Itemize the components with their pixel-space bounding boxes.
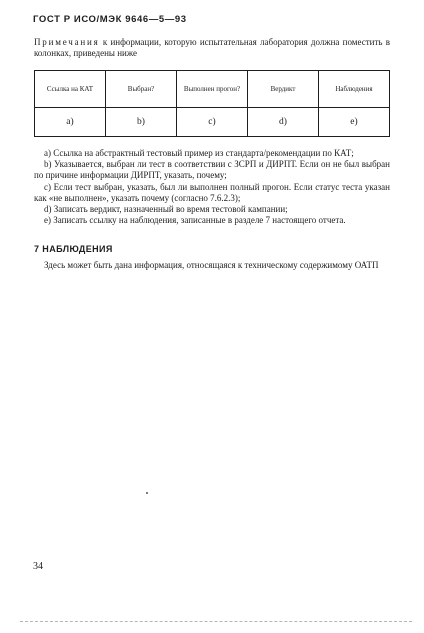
explanation-item: d) Записать вердикт, назначенный во время тестовой кампании;: [44, 204, 288, 215]
scan-speck: [146, 492, 148, 494]
column-header-kat-reference: Ссылка на КАТ: [35, 71, 106, 108]
table-cell: b): [106, 108, 177, 137]
note-lead: Примечания: [34, 37, 100, 47]
table-header-row: [35, 71, 390, 108]
table-row: [35, 108, 390, 137]
column-header-observations: Наблюдения: [319, 71, 390, 108]
note-text: к информации, которую испытательная лаборатория должна поместить в колонках, приведены ниже: [34, 37, 390, 58]
column-header-executed: Выполнен прогон?: [177, 71, 248, 108]
table-cell: c): [177, 108, 248, 137]
scan-edge-line: [20, 621, 412, 622]
explanation-item: а) Ссылка на абстрактный тестовый пример из стандарта/рекомендации по КАТ;: [44, 148, 354, 158]
explanation-item: е) Записать ссылку на наблюдения, записанные в разделе 7 настоящего отчета.: [44, 215, 346, 226]
explanation-item: с) Если тест выбран, указать, был ли выполнен полный прогон. Если статус теста указан как «не выполнен», указать почему (согласно 7.6.2.3);: [34, 181, 390, 203]
test-results-table: [34, 70, 390, 137]
explanation-item: b) Указывается, выбран ли тест в соответствии с ЗСРП и ДИРПТ. Если он не был выбран по причине информации ДИРПТ, указать, почему;: [34, 159, 390, 181]
document-header: ГОСТ Р ИСО/МЭК 9646—5—93: [33, 14, 187, 25]
section-text: Здесь может быть дана информация, относящаяся к техническому содержимому ОАТП: [44, 260, 379, 270]
table-cell: a): [35, 108, 106, 137]
page-number: 34: [33, 561, 43, 572]
section-title: 7 НАБЛЮДЕНИЯ: [34, 244, 113, 254]
column-explanations: [34, 148, 390, 226]
table-cell: e): [319, 108, 390, 137]
table-cell: d): [248, 108, 319, 137]
column-header-selected: Выбран?: [106, 71, 177, 108]
table-note: [34, 37, 390, 59]
column-header-verdict: Вердикт: [248, 71, 319, 108]
